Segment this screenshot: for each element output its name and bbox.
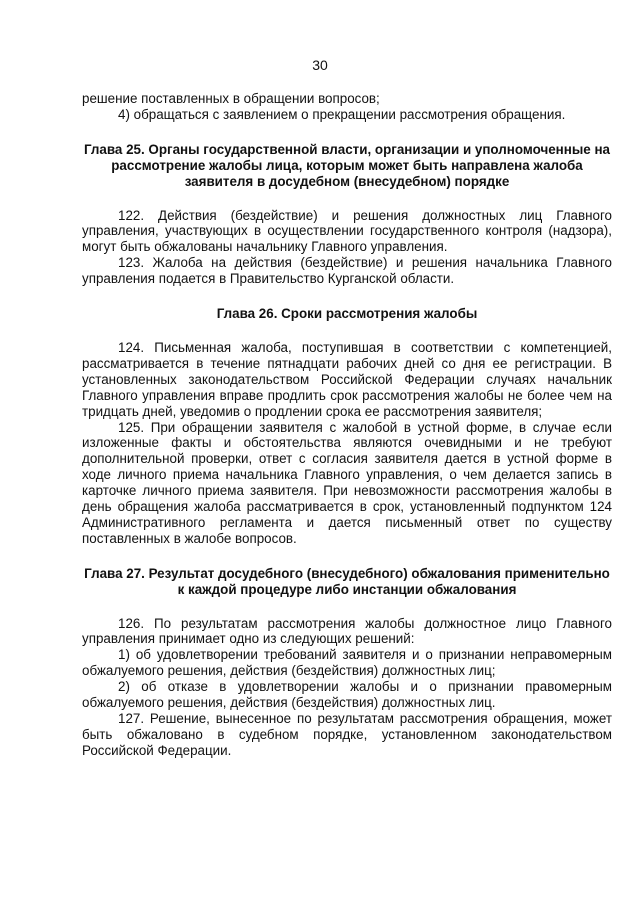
paragraph-126-item-2: 2) об отказе в удовлетворении жалобы и о признании правомерным обжалуемого решения, действия (бездействия) должностных лиц. [82,679,612,711]
paragraph-124: 124. Письменная жалоба, поступившая в соответствии с компетенцией, рассматривается в течение пятнадцати рабочих дней со дня ее регистрации. В установленных законодательством Российской Федерации случаях начальник Главного управления вправе продлить срок рассмотрения жалобы не более чем на тридцать дней, уведомив о продлении срока ее рассмотрения заявителя; [82,339,612,419]
intro-line-2: 4) обращаться с заявлением о прекращении рассмотрения обращения. [118,106,566,122]
paragraph-123: 123. Жалоба на действия (бездействие) и решения начальника Главного управления подается в Правительство Курганской области. [82,255,612,287]
paragraph-126: 126. По результатам рассмотрения жалобы должностное лицо Главного управления принимает одно из следующих решений: [82,615,612,647]
intro-line-1: решение поставленных в обращении вопросов; [82,91,380,106]
paragraph-125: 125. При обращении заявителя с жалобой в устной форме, в случае если изложенные факты и обстоятельства являются очевидными и не требуют дополнительной проверки, ответ с согласия заявителя дается в устной форме в ходе личного приема начальника Главного управления, о чем делается запись в карточке личного приема заявителя. При невозможности рассмотрения жалобы в день обращения жалоба рассматривается в срок, установленный подпунктом 124 Административного регламента и дается письменный ответ по существу поставленных в жалобе вопросов. [82,419,612,546]
paragraph-122: 122. Действия (бездействие) и решения должностных лиц Главного управления, участвующих в осуществлении государственного контроля (надзора), могут быть обжалованы начальнику Главного управления. [82,207,612,255]
chapter-27-title: Глава 27. Результат досудебного (внесудебного) обжалования применительно к каждой процедуре либо инстанции обжалования [84,565,610,597]
page-number: 30 [312,57,328,73]
paragraph-126-item-1: 1) об удовлетворении требований заявителя и о признании неправомерным обжалуемого решения, действия (бездействия) должностных лиц; [82,647,612,679]
chapter-26-title: Глава 26. Сроки рассмотрения жалобы [216,306,478,322]
chapter-25-title: Глава 25. Органы государственной власти, организации и уполномоченные на рассмотрение жалобы лица, которым может быть направлена жалоба заявителя в досудебном (внесудебном) порядке [84,141,610,189]
page-body [82,91,612,759]
paragraph-127: 127. Решение, вынесенное по результатам рассмотрения обращения, может быть обжаловано в судебном порядке, установленном законодательством Российской Федерации. [82,711,612,758]
